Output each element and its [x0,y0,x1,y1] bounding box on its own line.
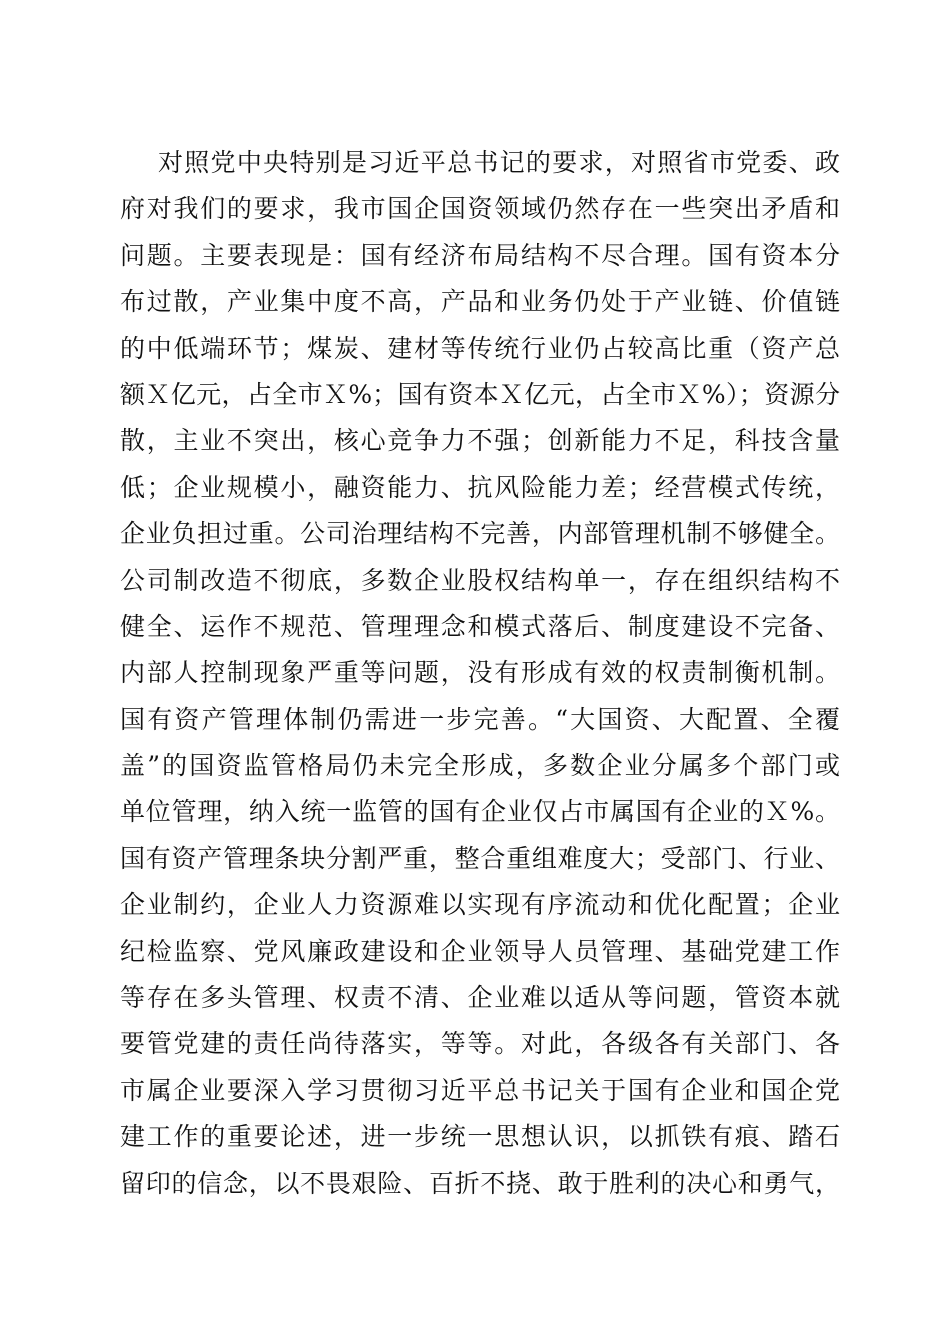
text-line-21: 市属企业要深入学习贯彻习近平总书记关于国有企业和国企党 [120,1075,840,1105]
text-line-5: 的中低端环节；煤炭、建材等传统行业仍占较高比重（资产总 [120,333,840,363]
text-line-2: 府对我们的要求，我市国企国资领域仍然存在一些突出矛盾和 [120,194,840,224]
text-line-9: 企业负担过重。公司治理结构不完善，内部管理机制不够健全。 [120,519,840,549]
text-line-13: 国有资产管理体制仍需进一步完善。“大国资、大配置、全覆 [120,704,840,734]
text-line-23: 留印的信念，以不畏艰险、百折不挠、敢于胜利的决心和勇气， [120,1168,840,1198]
text-line-3: 问题。主要表现是：国有经济布局结构不尽合理。国有资本分 [120,240,840,270]
text-line-18: 纪检监察、党风廉政建设和企业领导人员管理、基础党建工作 [120,936,840,966]
text-line-10: 公司制改造不彻底，多数企业股权结构单一，存在组织结构不 [120,565,840,595]
text-line-4: 布过散，产业集中度不高，产品和业务仍处于产业链、价值链 [120,287,840,317]
text-line-12: 内部人控制现象严重等问题，没有形成有效的权责制衡机制。 [120,658,840,688]
text-line-15: 单位管理，纳入统一监管的国有企业仅占市属国有企业的Ｘ%。 [120,797,840,827]
text-line-22: 建工作的重要论述，进一步统一思想认识，以抓铁有痕、踏石 [120,1122,840,1152]
text-line-17: 企业制约，企业人力资源难以实现有序流动和优化配置；企业 [120,890,840,920]
text-line-1: 对照党中央特别是习近平总书记的要求，对照省市党委、政 [158,148,840,177]
text-line-8: 低；企业规模小，融资能力、抗风险能力差；经营模式传统， [120,472,840,502]
text-line-19: 等存在多头管理、权责不清、企业难以适从等问题，管资本就 [120,983,840,1013]
text-line-20: 要管党建的责任尚待落实，等等。对此，各级各有关部门、各 [120,1029,840,1059]
text-line-7: 散，主业不突出，核心竞争力不强；创新能力不足，科技含量 [120,426,840,456]
text-line-16: 国有资产管理条块分割严重，整合重组难度大；受部门、行业、 [120,843,840,873]
text-line-6: 额Ｘ亿元，占全市Ｘ%；国有资本Ｘ亿元，占全市Ｘ%）；资源分 [120,379,840,409]
body-paragraph [120,140,840,1207]
text-line-14: 盖”的国资监管格局仍未完全形成，多数企业分属多个部门或 [120,751,840,781]
text-line-11: 健全、运作不规范、管理理念和模式落后、制度建设不完备、 [120,611,840,641]
